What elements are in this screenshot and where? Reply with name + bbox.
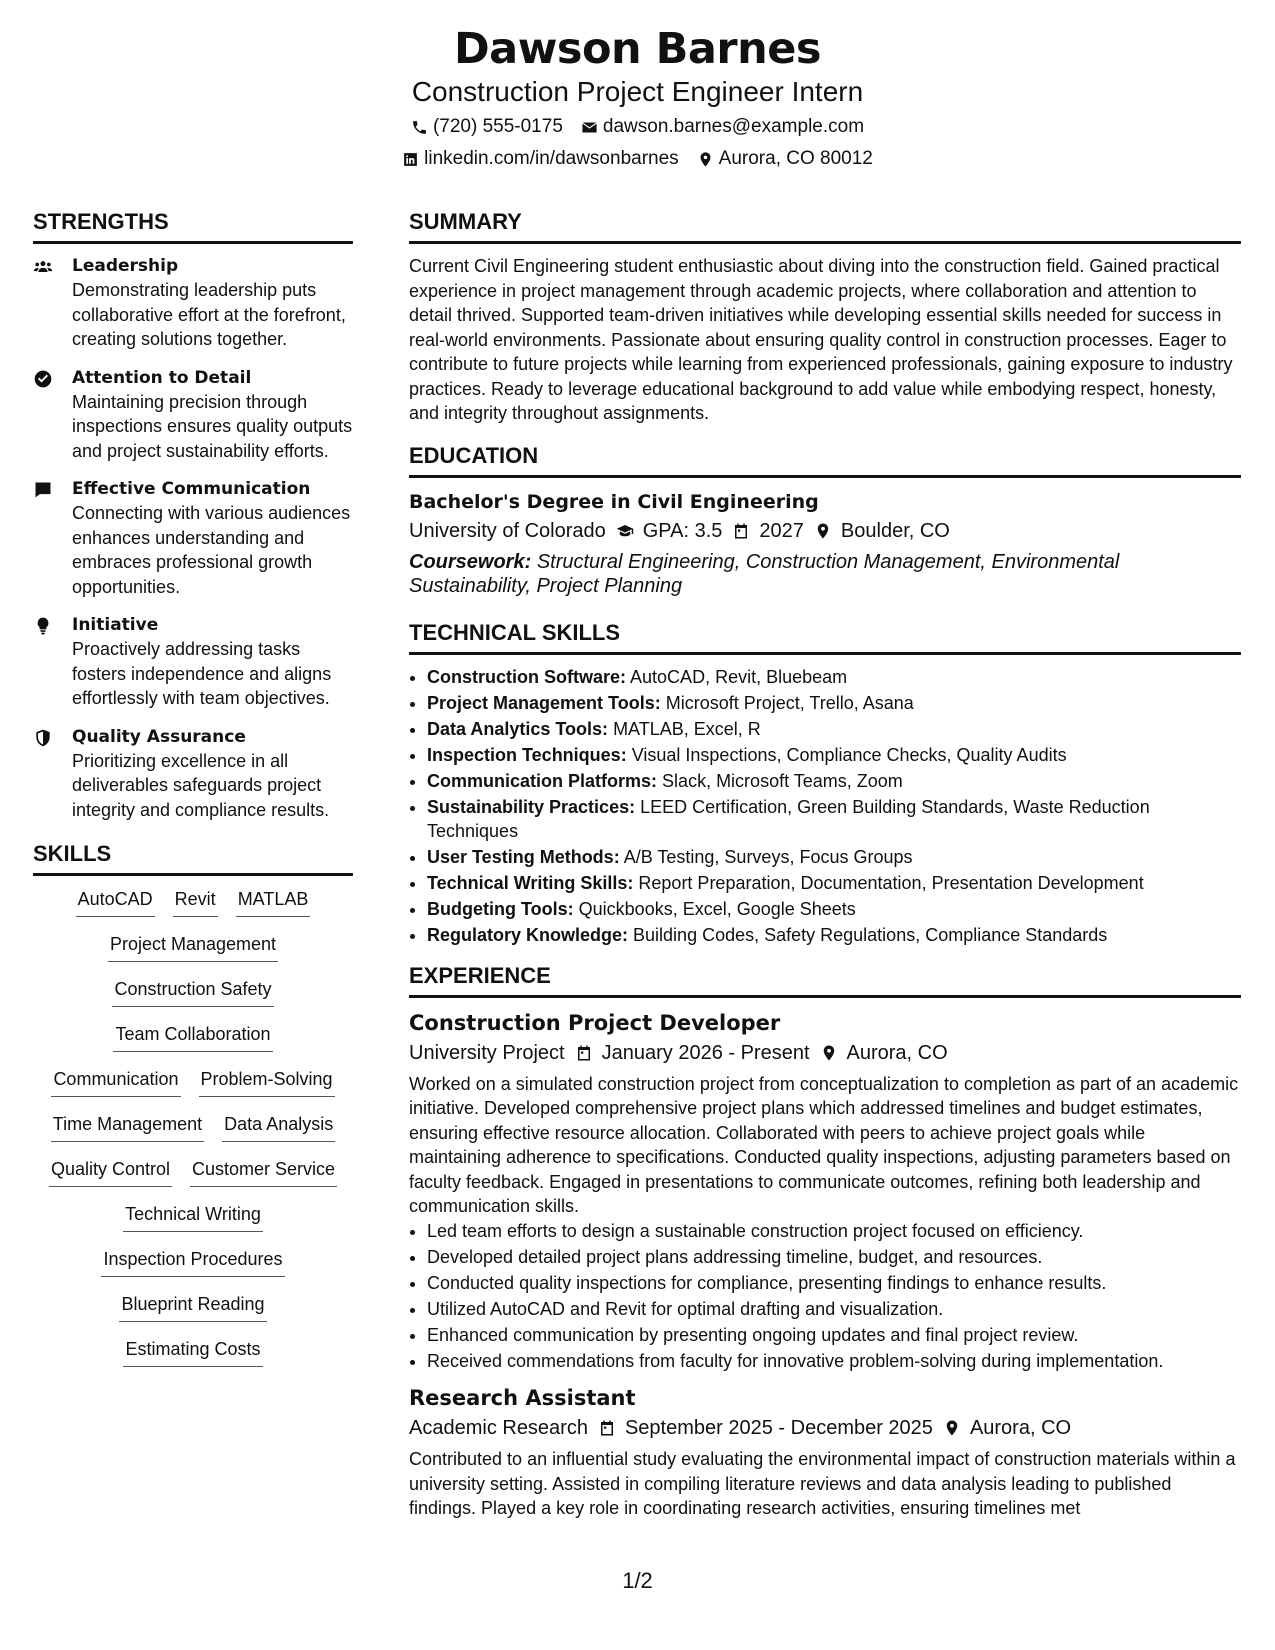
skill-label: Inspection Techniques: xyxy=(427,744,627,765)
coursework-label: Coursework: xyxy=(409,550,532,573)
list-item: • Led team efforts to design a sustainable construction project focused on efficiency. xyxy=(427,1219,1241,1244)
education-heading: EDUCATION xyxy=(409,442,1241,478)
check-circle-icon xyxy=(33,369,53,389)
coursework xyxy=(409,550,1241,599)
skill-tag: Data Analysis xyxy=(222,1111,335,1142)
skill-tag: Blueprint Reading xyxy=(119,1291,266,1322)
list-item: • Received commendations from faculty for innovative problem-solving during implementation. xyxy=(427,1349,1241,1374)
list-item xyxy=(427,691,1241,716)
summary-text: Current Civil Engineering student enthusiastic about diving into the construction field. Gained practical experience in project management through academic projects, where collaboration and attention to detail thrived. Supported team-driven initiatives while developing essential skills needed for success in real-world environments. Passionate about ensuring quality control in construction processes. Eager to contribute to future projects while learning from experienced professionals, gaining exposure to industry practices. Ready to leverage educational background to add value while embodying respect, honesty, and integrity throughout assignments. xyxy=(409,256,1233,423)
phone-icon xyxy=(411,119,428,136)
map-pin-icon xyxy=(820,1044,838,1062)
job-dates: January 2026 - Present xyxy=(601,1041,810,1064)
strength-desc: Maintaining precision through inspections ensures quality outputs and project sustainability efforts. xyxy=(72,391,353,461)
skill-value: Building Codes, Safety Regulations, Compliance Standards xyxy=(633,925,1108,945)
email-text: dawson.barnes@example.com xyxy=(602,116,865,137)
calendar-icon xyxy=(598,1419,616,1437)
linkedin-text: linkedin.com/in/dawsonbarnes xyxy=(424,148,679,169)
list-item xyxy=(427,795,1241,844)
comment-icon xyxy=(33,480,53,500)
skill-tag: Technical Writing xyxy=(123,1201,263,1232)
skill-label: Technical Writing Skills: xyxy=(427,873,634,893)
skill-value: MATLAB, Excel, R xyxy=(613,718,761,739)
job-org: University Project xyxy=(409,1041,565,1064)
strength-title: Effective Communication xyxy=(72,479,311,499)
strength-item xyxy=(33,477,353,599)
job-bullets xyxy=(409,1219,1241,1374)
list-item xyxy=(427,923,1241,948)
shield-icon xyxy=(33,728,53,748)
skill-value: LEED Certification, Green Building Standards, Waste Reduction Techniques xyxy=(427,796,1150,841)
skill-tag: Problem-Solving xyxy=(199,1066,335,1097)
contact-row-1 xyxy=(0,112,1275,142)
list-item: • Utilized AutoCAD and Revit for optimal drafting and visualization. xyxy=(427,1297,1241,1322)
skill-label: Data Analytics Tools: xyxy=(427,718,609,739)
strength-title: Leadership xyxy=(72,256,179,276)
skill-value: Visual Inspections, Compliance Checks, Quality Audits xyxy=(631,744,1067,765)
graduation-cap-icon xyxy=(616,522,634,540)
skill-tag: Inspection Procedures xyxy=(101,1246,284,1277)
skill-value: Microsoft Project, Trello, Asana xyxy=(665,692,914,713)
strengths-heading: STRENGTHS xyxy=(33,208,353,244)
list-item: • Conducted quality inspections for compliance, presenting findings to enhance results. xyxy=(427,1271,1241,1296)
strength-desc: Demonstrating leadership puts collaborative effort at the forefront, creating solutions together. xyxy=(72,280,346,349)
list-item xyxy=(427,845,1241,870)
degree-title: Bachelor's Degree in Civil Engineering xyxy=(409,490,819,513)
strength-item xyxy=(33,725,353,823)
calendar-icon xyxy=(732,522,750,540)
grad-year: 2027 xyxy=(759,519,804,542)
job-title: Construction Project Developer xyxy=(409,1010,781,1035)
email-contact[interactable] xyxy=(581,112,864,142)
strength-desc: Connecting with various audiences enhances understanding and embraces professional growth opportunities. xyxy=(72,503,351,597)
contact-row-2 xyxy=(0,144,1275,174)
skills-heading: SKILLS xyxy=(33,840,353,876)
location-text: Aurora, CO 80012 xyxy=(718,148,873,169)
candidate-name: Dawson Barnes xyxy=(453,24,822,74)
skill-label: Budgeting Tools: xyxy=(427,899,574,919)
job-meta xyxy=(409,1038,1241,1068)
strength-title: Attention to Detail xyxy=(72,367,252,388)
list-item xyxy=(427,769,1241,794)
envelope-icon xyxy=(581,119,598,136)
list-item xyxy=(427,743,1241,768)
job-location: Aurora, CO xyxy=(846,1041,948,1064)
resume-header xyxy=(0,22,1275,174)
technical-skills-list xyxy=(409,665,1241,948)
gpa-text: GPA: 3.5 xyxy=(642,519,723,542)
technical-skills-heading: TECHNICAL SKILLS xyxy=(409,619,1241,655)
skill-tag: Time Management xyxy=(51,1111,204,1142)
skills-tags xyxy=(33,886,353,1381)
left-column xyxy=(33,208,353,1381)
skill-tag: Communication xyxy=(51,1066,180,1097)
job-description: Contributed to an influential study evaluating the environmental impact of construction materials within a university setting. Assisted in compiling literature reviews and data analysis leading to published findings. Played a key role in coordinating research activities, ensuring timelines met xyxy=(409,1449,1236,1518)
coursework-text: Structural Engineering, Construction Management, Environmental Sustainability, Project Planning xyxy=(409,550,1120,597)
linkedin-icon xyxy=(402,151,419,168)
job-title: Research Assistant xyxy=(409,1386,636,1410)
strength-item xyxy=(33,613,353,711)
education-meta xyxy=(409,516,1241,546)
summary-heading: SUMMARY xyxy=(409,208,1241,244)
experience-heading: EXPERIENCE xyxy=(409,962,1241,998)
skill-tag: Estimating Costs xyxy=(123,1336,262,1367)
phone-text: (720) 555-0175 xyxy=(432,116,563,137)
list-item xyxy=(427,717,1241,742)
skill-tag: Team Collaboration xyxy=(113,1021,272,1052)
right-column xyxy=(409,208,1241,1531)
skill-tag: Project Management xyxy=(108,931,278,962)
job-location: Aurora, CO xyxy=(969,1417,1072,1439)
skill-label: Construction Software: xyxy=(427,666,627,687)
skill-tag: MATLAB xyxy=(236,886,311,917)
skill-label: Regulatory Knowledge: xyxy=(427,925,629,945)
skill-value: Quickbooks, Excel, Google Sheets xyxy=(578,899,856,919)
location-contact xyxy=(697,144,873,174)
skill-tag: Construction Safety xyxy=(112,976,273,1007)
skill-label: Project Management Tools: xyxy=(427,692,661,713)
list-item: • Enhanced communication by presenting ongoing updates and final project review. xyxy=(427,1323,1241,1348)
list-item xyxy=(427,871,1241,896)
skill-label: Communication Platforms: xyxy=(427,770,658,791)
strength-desc: Proactively addressing tasks fosters independence and aligns effortlessly with team objectives. xyxy=(72,639,332,708)
skill-value: Slack, Microsoft Teams, Zoom xyxy=(662,770,903,791)
map-pin-icon xyxy=(697,151,714,168)
users-icon xyxy=(33,257,53,277)
job-meta xyxy=(409,1413,1241,1443)
linkedin-contact[interactable] xyxy=(402,144,679,174)
skill-tag: Revit xyxy=(173,886,218,917)
phone-contact xyxy=(411,112,563,142)
list-item: • Developed detailed project plans addressing timeline, budget, and resources. xyxy=(427,1245,1241,1270)
job-org: Academic Research xyxy=(409,1417,588,1439)
strength-title: Initiative xyxy=(72,615,159,635)
strength-item xyxy=(33,366,353,464)
school-name: University of Colorado xyxy=(409,519,606,542)
list-item xyxy=(427,665,1241,690)
skill-value: AutoCAD, Revit, Bluebeam xyxy=(630,666,848,687)
experience-entry xyxy=(409,1008,1241,1374)
strength-title: Quality Assurance xyxy=(72,726,246,747)
strength-item xyxy=(33,254,353,352)
strength-desc: Prioritizing excellence in all deliverables safeguards project integrity and compliance results. xyxy=(72,750,330,820)
lightbulb-icon xyxy=(33,616,53,636)
experience-entry xyxy=(409,1383,1241,1521)
school-location: Boulder, CO xyxy=(840,519,950,542)
skill-value: A/B Testing, Surveys, Focus Groups xyxy=(623,847,913,867)
map-pin-icon xyxy=(943,1419,961,1437)
job-description: Worked on a simulated construction project from conceptualization to completion as part of an academic initiative. Developed comprehensive project plans which addressed timelines and budget estimates, ensuring effective resource allocation. Collaborated with peers to achieve project goals while maintaining adherence to specifications. Conducted quality inspections, adjusting parameters based on faculty feedback. Engaged in presentations to communicate outcomes, refining both leadership and communication skills. xyxy=(409,1073,1239,1216)
skill-tag: Quality Control xyxy=(49,1156,172,1187)
calendar-icon xyxy=(575,1044,593,1062)
map-pin-icon xyxy=(814,522,832,540)
skill-label: Sustainability Practices: xyxy=(427,796,636,817)
page-number: 1/2 xyxy=(622,1568,653,1593)
job-dates: September 2025 - December 2025 xyxy=(624,1417,933,1439)
candidate-role: Construction Project Engineer Intern xyxy=(411,76,864,107)
skill-label: User Testing Methods: xyxy=(427,847,620,867)
skill-tag: Customer Service xyxy=(190,1156,337,1187)
skill-tag: AutoCAD xyxy=(76,886,155,917)
list-item xyxy=(427,897,1241,922)
skill-value: Report Preparation, Documentation, Presentation Development xyxy=(638,873,1144,893)
